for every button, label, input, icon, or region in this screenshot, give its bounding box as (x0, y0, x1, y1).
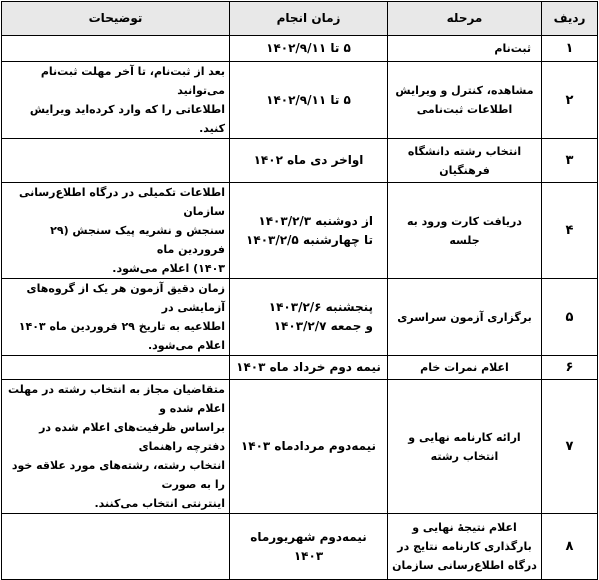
stage-cell (388, 183, 542, 279)
schedule-table (1, 1, 598, 580)
stage-cell (388, 279, 542, 356)
table-row (2, 279, 598, 356)
description-cell (2, 514, 230, 580)
time-line: ۵ تا ۱۴۰۲/۹/۱۱ (266, 41, 351, 55)
description-line: اطلاعاتی را که وارد کرده‌اید ویرایش کنید. (29, 103, 225, 135)
description-cell (2, 183, 230, 279)
time-cell (230, 380, 388, 514)
stage-line: انتخاب رشته دانشگاه (407, 144, 522, 158)
row-number: ۲ (542, 62, 598, 139)
stage-cell (388, 139, 542, 183)
stage-line: درگاه اطلاع‌رسانی سازمان (392, 559, 537, 572)
stage-line: اعلام نتیجهٔ نهایی و (412, 521, 517, 534)
time-line: پنجشنبه ۱۴۰۳/۲/۶ (268, 300, 373, 314)
description-line: زمان دقیق آزمون هر یک از گروه‌های آزمایشی در (26, 282, 225, 314)
stage-line: فرهنگیان (439, 163, 490, 177)
stage-line: ثبت‌نام (494, 42, 531, 55)
stage-line: ارائه کارنامه نهایی و (408, 430, 521, 444)
time-line: اواخر دی ماه ۱۴۰۲ (253, 153, 364, 167)
stage-line: دریافت کارت ورود به جلسه (407, 214, 522, 247)
stage-cell (388, 356, 542, 380)
stage-cell (388, 62, 542, 139)
stage-cell (388, 380, 542, 514)
time-cell (230, 36, 388, 62)
table-row (2, 62, 598, 139)
time-cell (230, 356, 388, 380)
stage-line: مشاهده، کنترل و ویرایش (395, 84, 534, 97)
description-line: ۱۴۰۳) اعلام می‌شود. (112, 262, 225, 275)
time-line: از دوشنبه ۱۴۰۳/۲/۳ (258, 213, 373, 228)
row-number: ۶ (542, 356, 598, 380)
description-line: براساس ظرفیت‌های اعلام شده در دفترچه راهنمای (39, 421, 225, 453)
stage-line: بارگذاری کارنامه نتایج در (397, 540, 532, 553)
description-cell (2, 62, 230, 139)
time-cell (230, 279, 388, 356)
stage-line: اعلام نمرات خام (420, 361, 509, 374)
table-row (2, 139, 598, 183)
header-row-number: ردیف (542, 2, 598, 36)
header-description: توضیحات (2, 2, 230, 36)
stage-line: اطلاعات ثبت‌نامی (416, 103, 513, 116)
row-number: ۱ (542, 36, 598, 62)
description-line: انتخاب رشته، رشته‌های مورد علاقه خود را به صورت (11, 459, 225, 491)
description-cell (2, 36, 230, 62)
description-cell (2, 380, 230, 514)
header-stage: مرحله (388, 2, 542, 36)
time-line: و جمعه ۱۴۰۳/۲/۷ (273, 319, 373, 333)
time-line: نیمه‌دوم شهریورماه ۱۴۰۳ (250, 529, 367, 563)
table-row (2, 514, 598, 580)
description-line: بعد از ثبت‌نام، تا آخر مهلت ثبت‌نام می‌توانید (40, 65, 225, 97)
time-line: نیمه‌دوم مردادماه ۱۴۰۳ (240, 439, 377, 453)
description-line: اطلاعیه به تاریخ ۲۹ فروردین ماه ۱۴۰۳ اعلام می‌شود. (18, 320, 225, 352)
description-line: اینترنتی انتخاب می‌کنند. (94, 497, 225, 510)
time-cell (230, 183, 388, 279)
table-row (2, 380, 598, 514)
header-row (2, 2, 598, 36)
row-number: ۵ (542, 279, 598, 356)
stage-cell (388, 36, 542, 62)
row-number: ۳ (542, 139, 598, 183)
description-cell (2, 356, 230, 380)
description-cell (2, 279, 230, 356)
time-line: نیمه دوم خرداد ماه ۱۴۰۳ (236, 360, 381, 374)
table-row (2, 36, 598, 62)
stage-line: برگزاری آزمون سراسری (397, 310, 532, 324)
description-line: اطلاعات تکمیلی در درگاه اطلاع‌رسانی سازمان (18, 186, 225, 218)
description-cell (2, 139, 230, 183)
stage-line: انتخاب رشته (430, 449, 499, 463)
table-row (2, 356, 598, 380)
time-cell (230, 62, 388, 139)
header-time: زمان انجام (230, 2, 388, 36)
row-number: ۷ (542, 380, 598, 514)
time-cell (230, 514, 388, 580)
stage-cell (388, 514, 542, 580)
row-number: ۴ (542, 183, 598, 279)
time-line: ۵ تا ۱۴۰۲/۹/۱۱ (266, 92, 351, 107)
time-cell (230, 139, 388, 183)
description-line: سنجش و نشریه پیک سنجش (۲۹ فروردین ماه (50, 224, 225, 256)
time-line: تا چهارشنبه ۱۴۰۳/۲/۵ (246, 232, 373, 247)
table-row (2, 183, 598, 279)
row-number: ۸ (542, 514, 598, 580)
description-line: متقاضیان مجاز به انتخاب رشته در مهلت اعلام شده و (8, 383, 225, 415)
